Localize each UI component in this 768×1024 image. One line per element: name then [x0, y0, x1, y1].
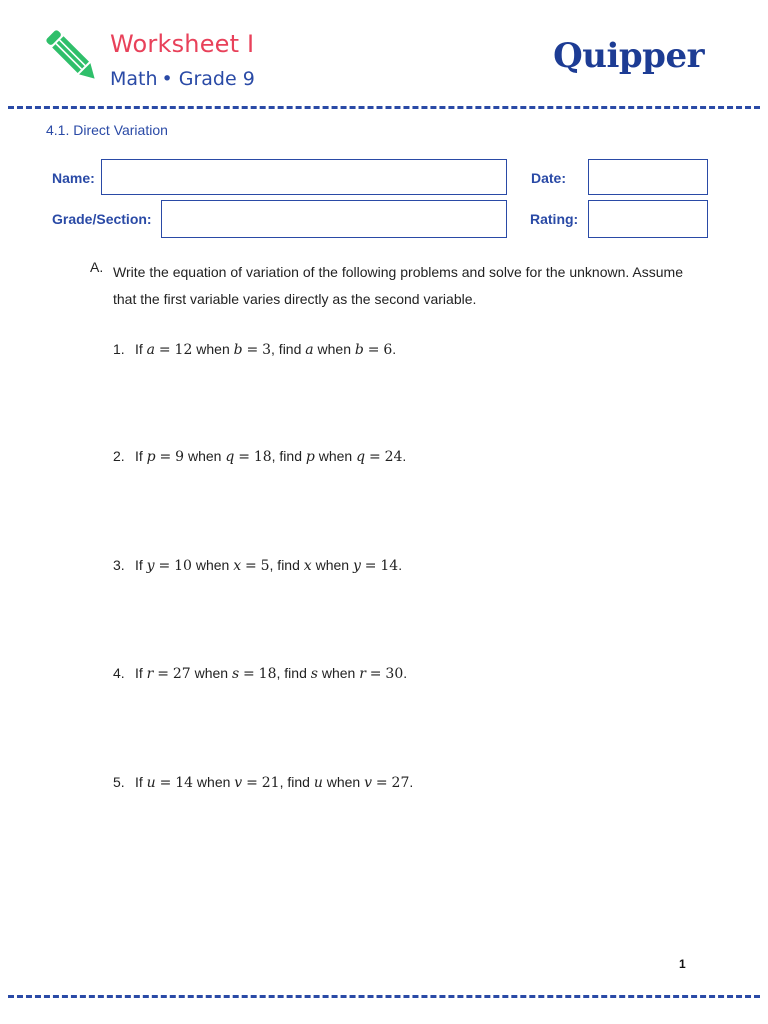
subject-label: Math [110, 68, 158, 90]
problem-number: 2. [113, 448, 125, 464]
rating-label: Rating: [530, 211, 579, 227]
name-label: Name: [52, 170, 95, 186]
date-label: Date: [531, 170, 567, 186]
pencil-icon [44, 26, 100, 86]
date-field[interactable] [588, 159, 708, 195]
problem-number: 5. [113, 774, 125, 790]
brand-logo: Quipper [553, 36, 704, 76]
instruction-text: Write the equation of variation of the following problems and solve for the unknown. Assume that the first variable varies directly as the second variable. [113, 264, 683, 307]
instruction-letter: A. [90, 259, 104, 275]
top-divider [8, 106, 760, 109]
problem-item: 4. If r = 27 when s = 18, find s when r = 30. [113, 665, 408, 682]
problem-item: 2. If p = 9 when q = 18, find p when q = 24. [113, 448, 407, 465]
grade-section-label: Grade/Section: [52, 211, 152, 227]
bottom-divider [8, 995, 760, 998]
rating-field[interactable] [588, 200, 708, 238]
name-field[interactable] [101, 159, 507, 195]
problem-number: 3. [113, 557, 125, 573]
grade-section-field[interactable] [161, 200, 507, 238]
separator-dot: • [161, 68, 173, 90]
worksheet-subtitle [110, 68, 255, 90]
lesson-title: 4.1. Direct Variation [46, 122, 168, 138]
problem-number: 1. [113, 341, 125, 357]
page-number: 1 [679, 957, 686, 971]
grade-label: Grade 9 [178, 68, 255, 90]
problem-item: 3. If y = 10 when x = 5, find x when y = 14. [113, 557, 403, 574]
problem-number: 4. [113, 665, 125, 681]
worksheet-title: Worksheet I [110, 30, 255, 58]
problem-item: 5. If u = 14 when v = 21, find u when v = 27. [113, 774, 414, 791]
problem-item: 1. If a = 12 when b = 3, find a when b = 6. [113, 341, 397, 358]
